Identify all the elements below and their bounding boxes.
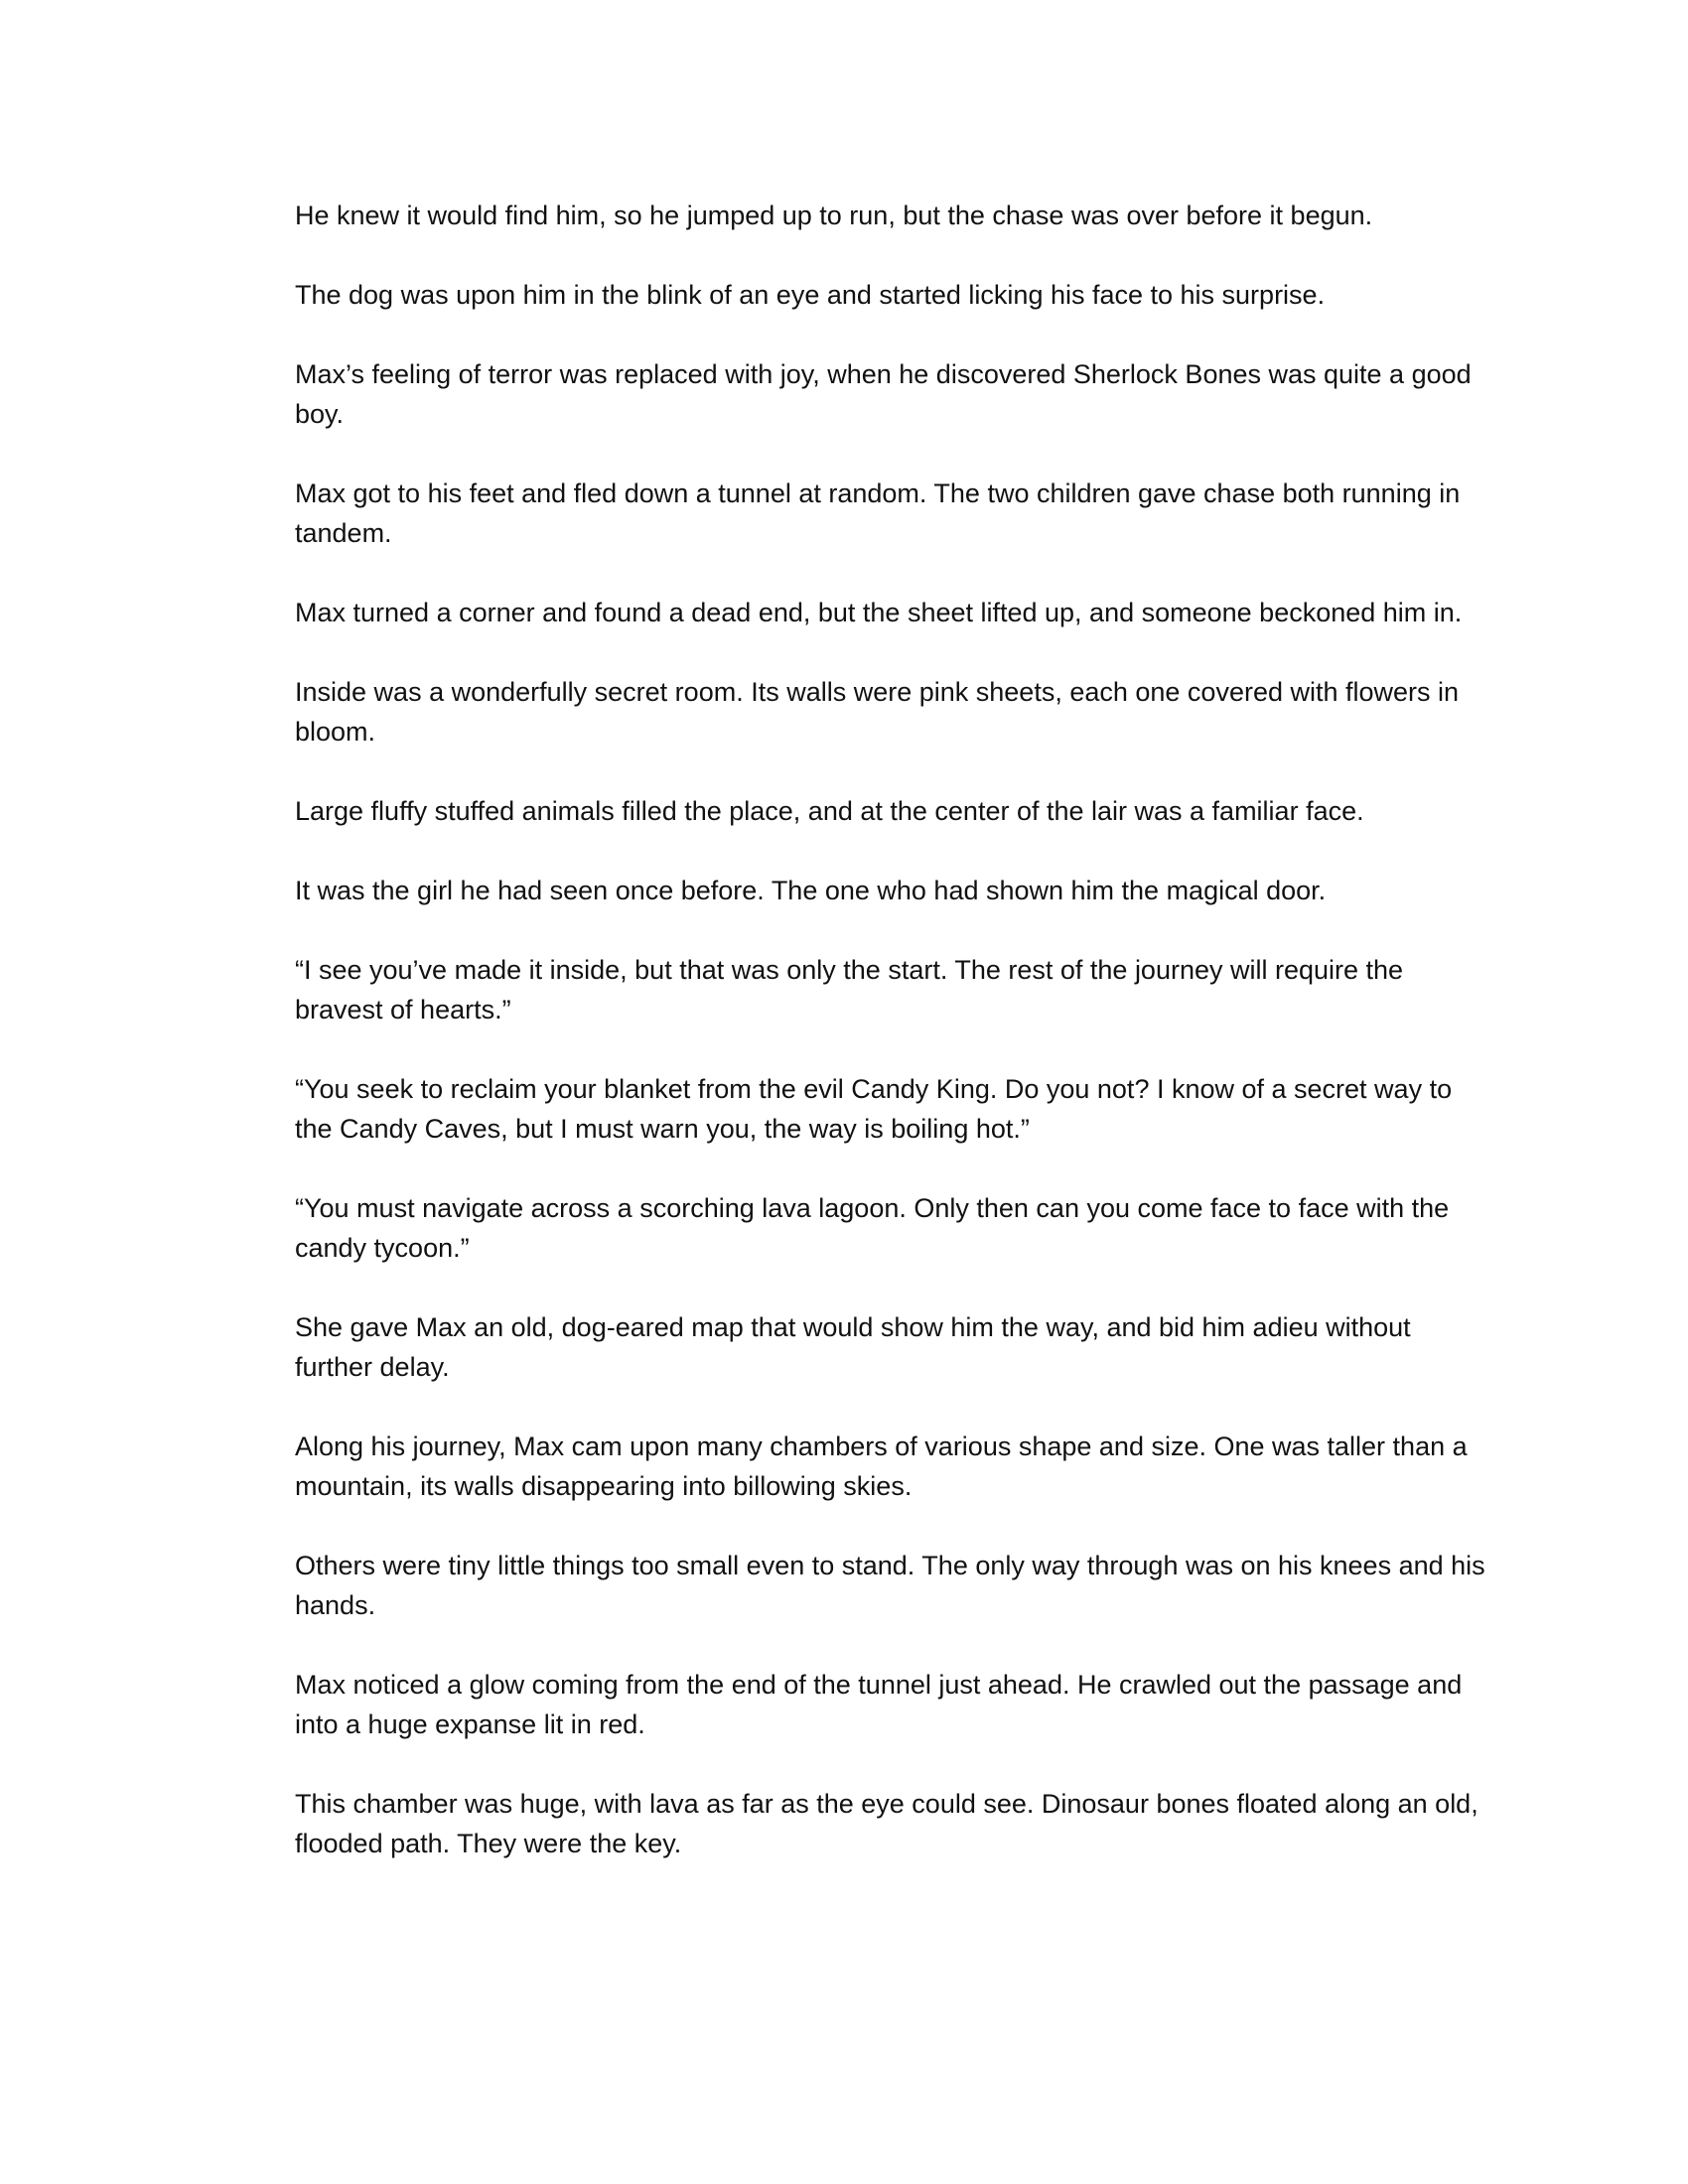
paragraph: Inside was a wonderfully secret room. Its walls were pink sheets, each one covered with flowers in bloom. — [295, 677, 1460, 747]
paragraph: “I see you’ve made it inside, but that was only the start. The rest of the journey will require the bravest of hearts.” — [295, 955, 1404, 1024]
paragraph: She gave Max an old, dog-eared map that would show him the way, and bid him adieu without further delay. — [295, 1312, 1411, 1382]
paragraph: The dog was upon him in the blink of an eye and started licking his face to his surprise. — [295, 280, 1326, 310]
paragraph: Others were tiny little things too small even to stand. The only way through was on his knees and his hands. — [295, 1551, 1485, 1620]
paragraph: Max turned a corner and found a dead end, but the sheet lifted up, and someone beckoned him in. — [295, 598, 1463, 627]
story-text — [295, 196, 1491, 1903]
paragraph: It was the girl he had seen once before. The one who had shown him the magical door. — [295, 876, 1327, 905]
paragraph: Max noticed a glow coming from the end of the tunnel just ahead. He crawled out the passage and into a huge expanse lit in red. — [295, 1670, 1463, 1739]
paragraph: He knew it would find him, so he jumped up to run, but the chase was over before it begun. — [295, 201, 1373, 230]
paragraph: Large fluffy stuffed animals filled the place, and at the center of the lair was a familiar face. — [295, 796, 1364, 826]
paragraph: Max got to his feet and fled down a tunnel at random. The two children gave chase both running in tandem. — [295, 478, 1461, 548]
paragraph: Along his journey, Max cam upon many chambers of various shape and size. One was taller than a mountain, its walls disappearing into billowing skies. — [295, 1432, 1468, 1501]
paragraph: Max’s feeling of terror was replaced with joy, when he discovered Sherlock Bones was quite a good boy. — [295, 359, 1472, 429]
paragraph: This chamber was huge, with lava as far as the eye could see. Dinosaur bones floated along an old, flooded path. They were the key. — [295, 1789, 1478, 1858]
paragraph: “You seek to reclaim your blanket from the evil Candy King. Do you not? I know of a secret way to the Candy Caves, but I must warn you, the way is boiling hot.” — [295, 1074, 1453, 1144]
paragraph: “You must navigate across a scorching lava lagoon. Only then can you come face to face with the candy tycoon.” — [295, 1193, 1450, 1263]
